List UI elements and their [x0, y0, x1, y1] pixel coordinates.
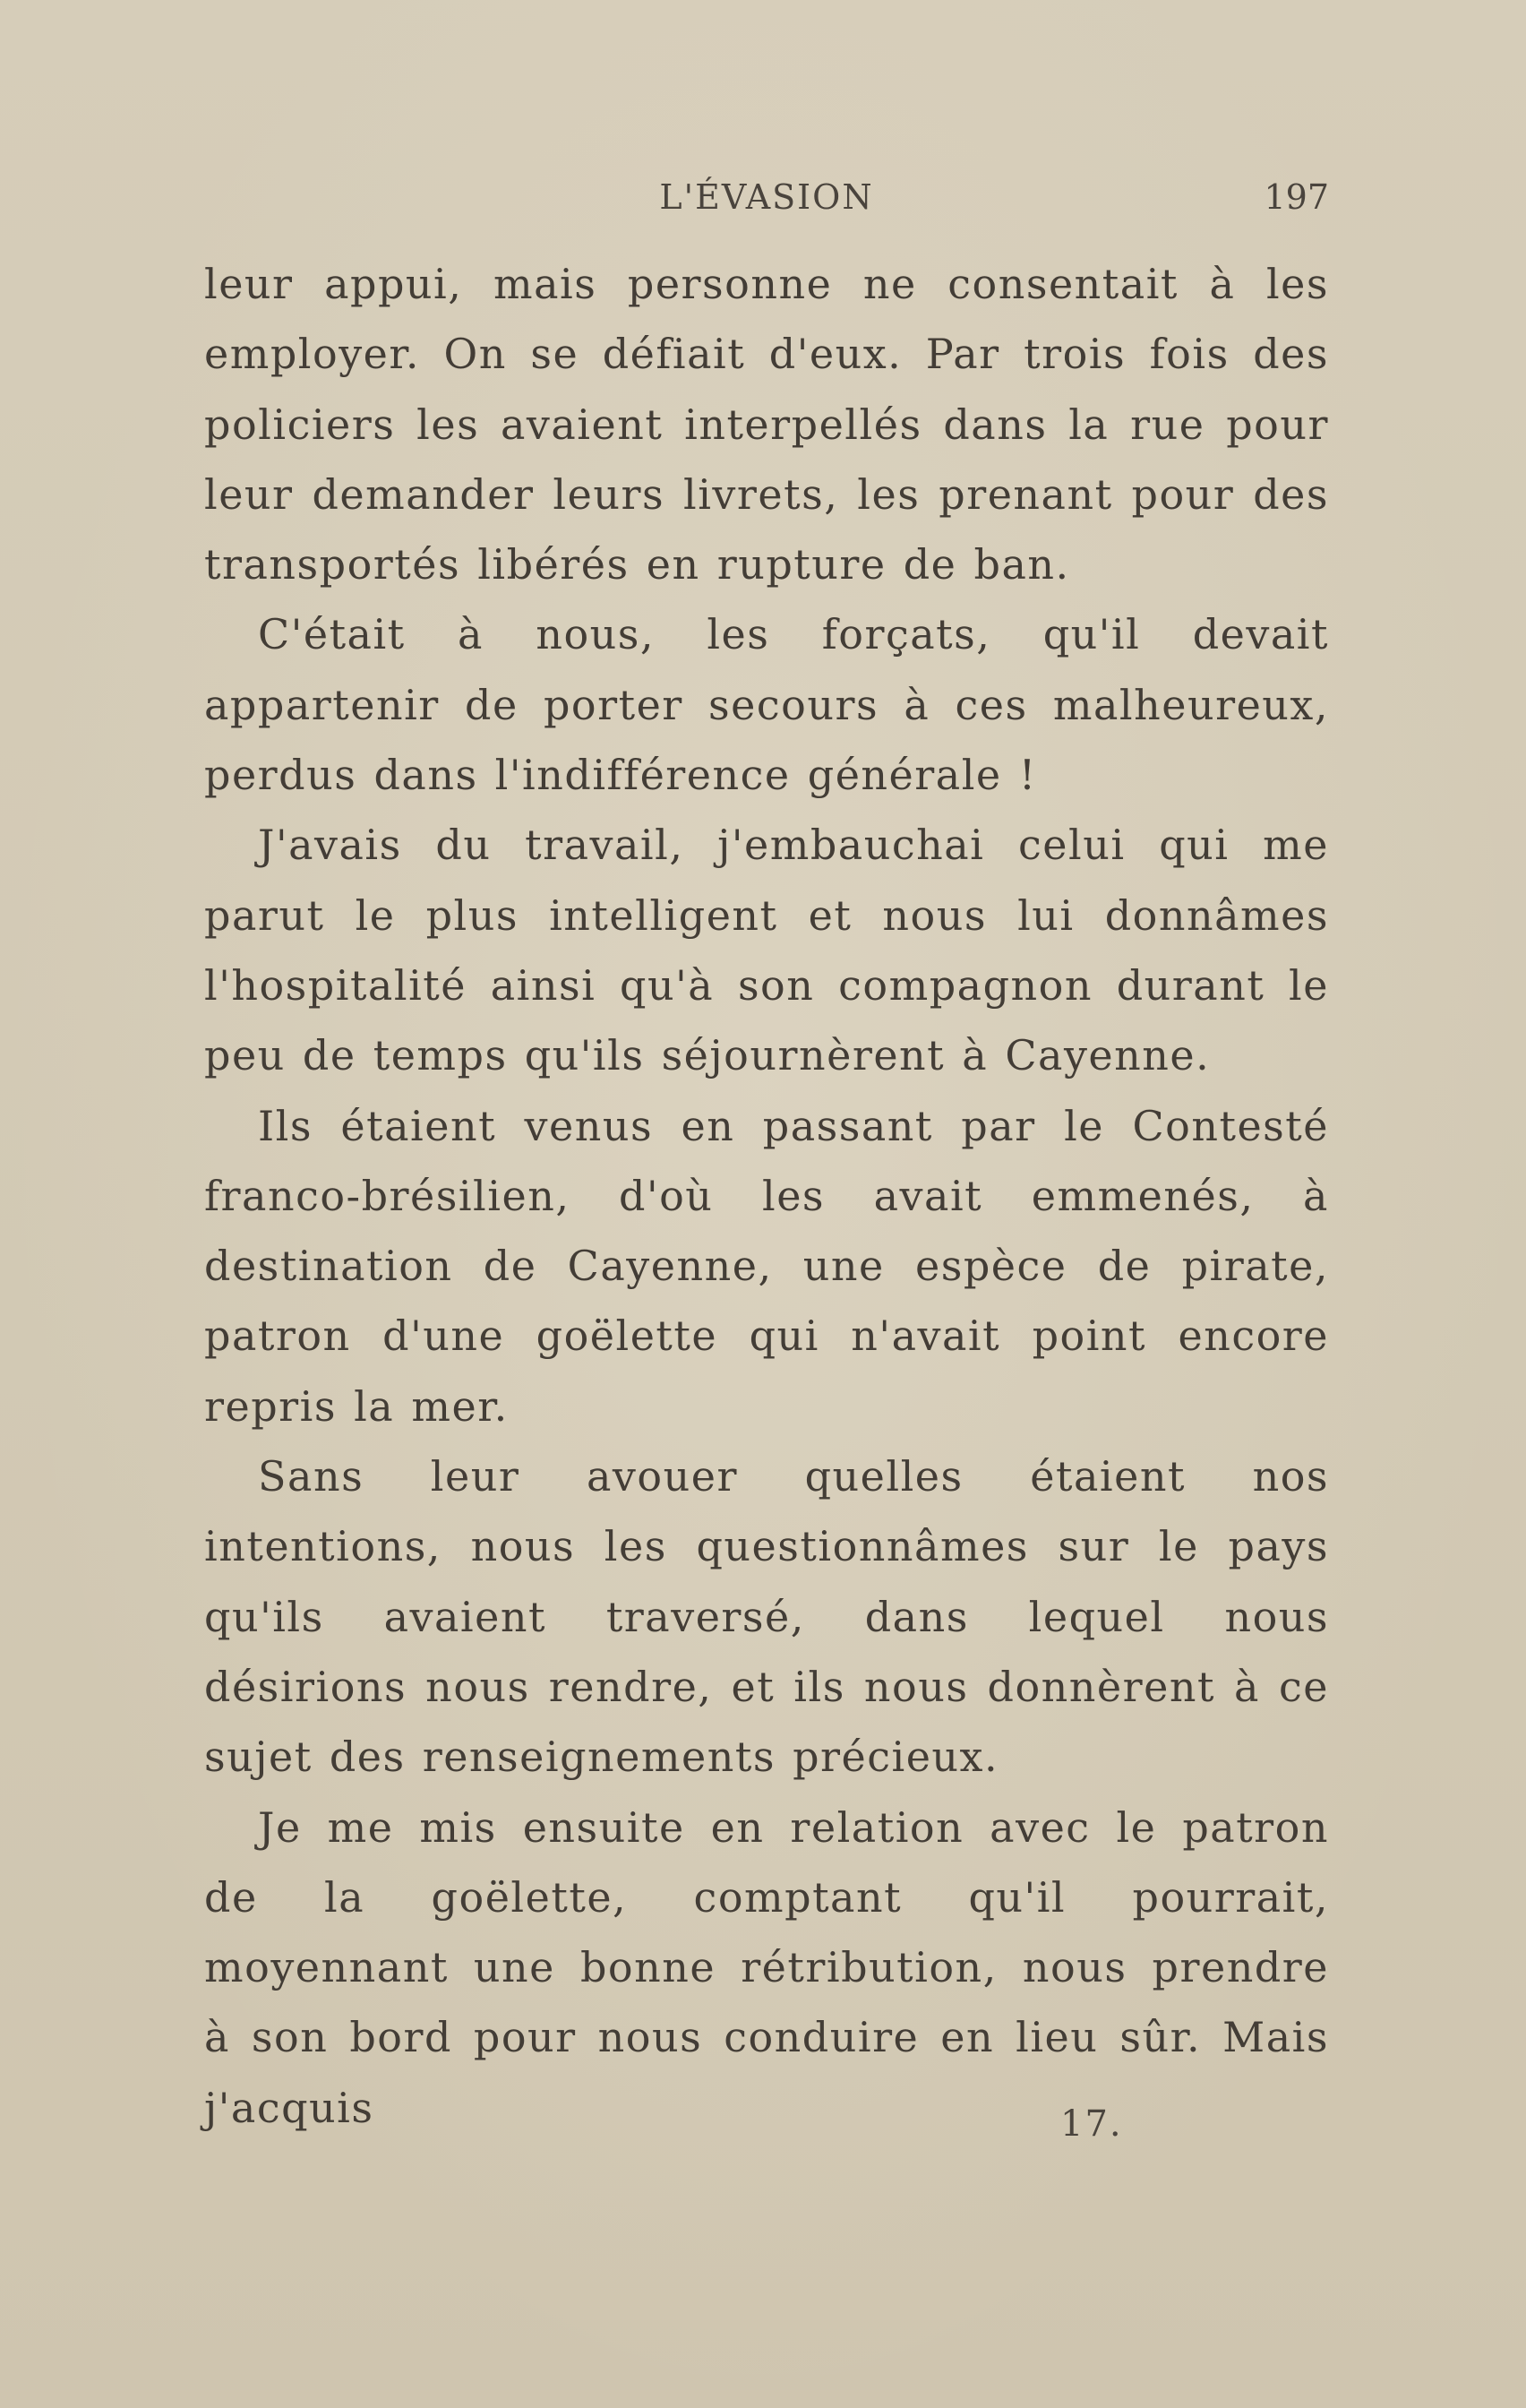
- paragraph: Sans leur avouer quelles étaient nos intentions, nous les questionnâmes sur le pays qu'ils avaient traversé, dans lequel nous désirions nous rendre, et ils nous donnèrent à ce sujet des renseignements précieux.: [204, 1452, 1329, 1782]
- paragraph: Je me mis ensuite en relation avec le patron de la goëlette, comptant qu'il pourrait, moyennant une bonne rétribution, nous prendre à son bord pour nous conduire en lieu sûr. Mais j'acquis: [204, 1802, 1329, 2132]
- signature-mark: 17.: [1060, 2103, 1123, 2145]
- page-number: 197: [1264, 177, 1329, 217]
- paragraph: C'était à nous, les forçats, qu'il devait appartenir de porter secours à ces malheureux, perdus dans l'indifférence générale !: [204, 610, 1329, 800]
- body-text: [204, 249, 1329, 2143]
- paragraph: Ils étaient venus en passant par le Contesté franco-brésilien, d'où les avait emmenés, à destination de Cayenne, une espèce de pirate, patron d'une goëlette qui n'avait point encore repris la mer.: [204, 1101, 1329, 1431]
- paragraph: J'avais du travail, j'embauchai celui qui me parut le plus intelligent et nous lui donnâmes l'hospitalité ainsi qu'à son compagnon durant le peu de temps qu'ils séjournèrent à Cayenne.: [204, 821, 1329, 1080]
- running-head: [204, 177, 1329, 231]
- running-title: L'ÉVASION: [659, 177, 874, 217]
- paragraph: leur appui, mais personne ne consentait à les employer. On se défiait d'eux. Par trois fois des policiers les avaient interpellés dans la rue pour leur demander leurs livrets, les prenant pour des transportés libérés en rupture de ban.: [204, 260, 1329, 589]
